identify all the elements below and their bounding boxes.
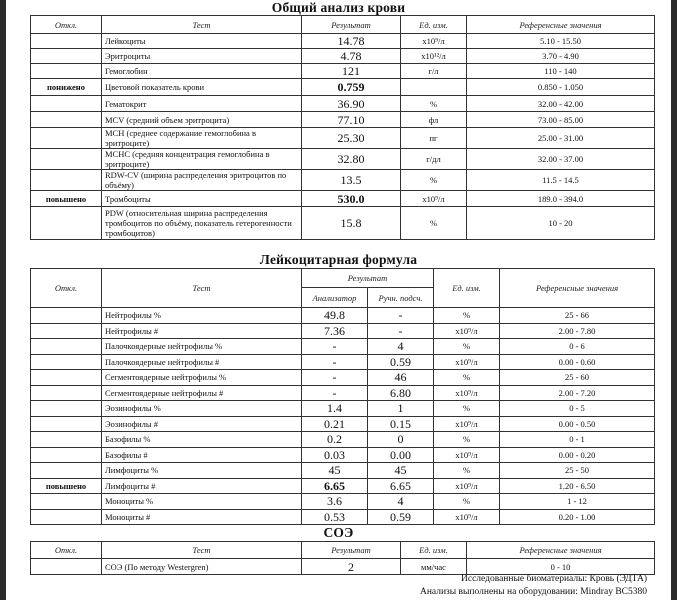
manual-result-cell: - [368, 323, 434, 339]
flag-cell [31, 96, 102, 112]
reference-cell: 0.00 - 0.20 [500, 447, 655, 463]
reference-cell: 0.00 - 0.50 [500, 416, 655, 432]
test-name-cell: Лимфоциты % [102, 463, 302, 479]
unit-cell: % [434, 339, 500, 355]
diff-col-flag-header: Откл. [31, 269, 102, 308]
analyzer-result-cell: 0.2 [302, 432, 368, 448]
table-row [31, 323, 655, 339]
reference-cell: 73.00 - 85.00 [467, 112, 655, 128]
flag-cell [31, 370, 102, 386]
analyzer-result-cell: 7.36 [302, 323, 368, 339]
col-test-header: Тест [102, 16, 302, 34]
flag-cell [31, 354, 102, 370]
table-row [31, 149, 655, 170]
table-row [31, 339, 655, 355]
analyzer-result-cell: - [302, 370, 368, 386]
reference-cell: 0 - 10 [467, 559, 655, 575]
test-name-cell: Лейкоциты [102, 34, 302, 49]
result-cell: 14.78 [302, 34, 401, 49]
test-name-cell: Палочкоядерные нейтрофилы % [102, 339, 302, 355]
unit-cell: фл [401, 112, 467, 128]
reference-cell: 0.00 - 0.60 [500, 354, 655, 370]
unit-cell: % [434, 308, 500, 324]
table-row [31, 191, 655, 207]
esr-col-result-header: Результат [302, 542, 401, 559]
test-name-cell: Сегментоядерные нейтрофилы % [102, 370, 302, 386]
reference-cell: 1.20 - 6.50 [500, 478, 655, 494]
manual-result-cell: 4 [368, 494, 434, 510]
unit-cell: x10⁹/л [434, 478, 500, 494]
result-cell: 25.30 [302, 128, 401, 149]
test-name-cell: Палочкоядерные нейтрофилы # [102, 354, 302, 370]
esr-title: СОЭ [323, 525, 354, 540]
table-row [31, 559, 655, 575]
manual-result-cell: 6.80 [368, 385, 434, 401]
reference-cell: 0.20 - 1.00 [500, 509, 655, 525]
unit-cell: % [434, 370, 500, 386]
manual-result-cell: 0.15 [368, 416, 434, 432]
analyzer-result-cell: 6.65 [302, 478, 368, 494]
unit-cell: пг [401, 128, 467, 149]
unit-cell: x10⁹/л [434, 385, 500, 401]
test-name-cell: Моноциты # [102, 509, 302, 525]
test-name-cell: Моноциты % [102, 494, 302, 510]
manual-result-cell: 0.59 [368, 354, 434, 370]
flag-cell: повышено [31, 478, 102, 494]
reference-cell: 2.00 - 7.80 [500, 323, 655, 339]
diff-title: Лейкоцитарная формула [259, 252, 418, 267]
unit-cell: x10⁹/л [434, 509, 500, 525]
manual-result-cell: 46 [368, 370, 434, 386]
reference-cell: 0 - 6 [500, 339, 655, 355]
flag-cell [31, 401, 102, 417]
flag-cell [31, 112, 102, 128]
manual-result-cell: 0.59 [368, 509, 434, 525]
test-name-cell: Лимфоциты # [102, 478, 302, 494]
flag-cell [31, 128, 102, 149]
unit-cell: x10⁹/л [434, 323, 500, 339]
diff-col-manual-header: Ручн. подсч. [368, 288, 434, 308]
reference-cell: 0.850 - 1.050 [467, 79, 655, 96]
reference-cell: 25 - 66 [500, 308, 655, 324]
test-name-cell: Гематокрит [102, 96, 302, 112]
unit-cell: % [401, 207, 467, 240]
cbc-title: Общий анализ крови [271, 0, 406, 15]
flag-cell [31, 34, 102, 49]
reference-cell: 32.00 - 42.00 [467, 96, 655, 112]
reference-cell: 0 - 1 [500, 432, 655, 448]
flag-cell [31, 559, 102, 575]
result-cell: 0.759 [302, 79, 401, 96]
manual-result-cell: 1 [368, 401, 434, 417]
test-name-cell: Эозинофилы % [102, 401, 302, 417]
flag-cell: повышено [31, 191, 102, 207]
diff-col-test-header: Тест [102, 269, 302, 308]
reference-cell: 25.00 - 31.00 [467, 128, 655, 149]
table-row [31, 494, 655, 510]
col-result-header: Результат [302, 16, 401, 34]
unit-cell: мм/час [401, 559, 467, 575]
test-name-cell: Базофилы % [102, 432, 302, 448]
esr-table [30, 541, 655, 575]
diff-col-analyzer-header: Анализатор [302, 288, 368, 308]
table-row [31, 463, 655, 479]
result-cell: 121 [302, 64, 401, 79]
flag-cell [31, 385, 102, 401]
unit-cell: x10¹²/л [401, 49, 467, 64]
table-row [31, 308, 655, 324]
test-name-cell: Нейтрофилы % [102, 308, 302, 324]
col-flag-header: Откл. [31, 16, 102, 34]
reference-cell: 189.0 - 394.0 [467, 191, 655, 207]
table-row [31, 64, 655, 79]
reference-cell: 25 - 60 [500, 370, 655, 386]
unit-cell: г/дл [401, 149, 467, 170]
test-name-cell: RDW-CV (ширина распределения эритроцитов по объёму) [102, 170, 302, 191]
unit-cell: x10⁹/л [434, 416, 500, 432]
reference-cell: 1 - 12 [500, 494, 655, 510]
reference-cell: 5.10 - 15.50 [467, 34, 655, 49]
reference-cell: 0 - 5 [500, 401, 655, 417]
analyzer-result-cell: - [302, 339, 368, 355]
test-name-cell: Гемоглобин [102, 64, 302, 79]
test-name-cell: Тромбоциты [102, 191, 302, 207]
unit-cell: x10⁹/л [401, 34, 467, 49]
analyzer-result-cell: 0.03 [302, 447, 368, 463]
flag-cell [31, 49, 102, 64]
manual-result-cell: 6.65 [368, 478, 434, 494]
analyzer-result-cell: 1.4 [302, 401, 368, 417]
col-unit-header: Ед. изм. [401, 16, 467, 34]
unit-cell: % [434, 494, 500, 510]
test-name-cell: Цветовой показатель крови [102, 79, 302, 96]
test-name-cell: MCV (средний объем эритроцита) [102, 112, 302, 128]
flag-cell [31, 207, 102, 240]
cbc-table [30, 15, 655, 240]
reference-cell: 32.00 - 37.00 [467, 149, 655, 170]
reference-cell: 2.00 - 7.20 [500, 385, 655, 401]
test-name-cell: Эритроциты [102, 49, 302, 64]
table-row [31, 432, 655, 448]
table-row [31, 128, 655, 149]
flag-cell [31, 339, 102, 355]
reference-cell: 11.5 - 14.5 [467, 170, 655, 191]
flag-cell [31, 432, 102, 448]
unit-cell: % [401, 170, 467, 191]
result-cell: 32.80 [302, 149, 401, 170]
unit-cell: x10⁹/л [434, 447, 500, 463]
table-row [31, 478, 655, 494]
col-ref-header: Референсные значения [467, 16, 655, 34]
analyzer-result-cell: 3.6 [302, 494, 368, 510]
unit-cell: % [401, 96, 467, 112]
unit-cell: г/л [401, 64, 467, 79]
test-name-cell: Нейтрофилы # [102, 323, 302, 339]
table-row [31, 509, 655, 525]
flag-cell [31, 447, 102, 463]
table-row [31, 170, 655, 191]
result-cell: 77.10 [302, 112, 401, 128]
table-row [31, 34, 655, 49]
flag-cell [31, 170, 102, 191]
flag-cell [31, 463, 102, 479]
table-row [31, 112, 655, 128]
unit-cell: x10⁹/л [401, 191, 467, 207]
result-cell: 15.8 [302, 207, 401, 240]
diff-table [30, 268, 655, 525]
diff-col-unit-header: Ед. изм. [434, 269, 500, 308]
flag-cell [31, 416, 102, 432]
esr-col-ref-header: Референсные значения [467, 542, 655, 559]
manual-result-cell: 0.00 [368, 447, 434, 463]
table-row [31, 416, 655, 432]
reference-cell: 3.70 - 4.90 [467, 49, 655, 64]
test-name-cell: Эозинофилы # [102, 416, 302, 432]
flag-cell [31, 509, 102, 525]
unit-cell: % [434, 401, 500, 417]
analyzer-result-cell: 49.8 [302, 308, 368, 324]
result-cell: 2 [302, 559, 401, 575]
manual-result-cell: - [368, 308, 434, 324]
test-name-cell: Базофилы # [102, 447, 302, 463]
table-row [31, 385, 655, 401]
reference-cell: 25 - 50 [500, 463, 655, 479]
reference-cell: 110 - 140 [467, 64, 655, 79]
test-name-cell: MCH (среднее содержание гемоглобина в эритроците) [102, 128, 302, 149]
table-row [31, 96, 655, 112]
reference-cell: 10 - 20 [467, 207, 655, 240]
analyzer-result-cell: - [302, 385, 368, 401]
manual-result-cell: 0 [368, 432, 434, 448]
flag-cell [31, 494, 102, 510]
footer-material: Исследованные биоматериалы: Кровь (ЭДТА) [461, 574, 647, 584]
analyzer-result-cell: - [302, 354, 368, 370]
manual-result-cell: 4 [368, 339, 434, 355]
result-cell: 530.0 [302, 191, 401, 207]
flag-cell [31, 64, 102, 79]
unit-cell: x10⁹/л [434, 354, 500, 370]
test-name-cell: Сегментоядерные нейтрофилы # [102, 385, 302, 401]
result-cell: 36.90 [302, 96, 401, 112]
diff-col-ref-header: Референсные значения [500, 269, 655, 308]
table-row [31, 401, 655, 417]
flag-cell [31, 323, 102, 339]
table-row [31, 370, 655, 386]
flag-cell: понижено [31, 79, 102, 96]
analyzer-result-cell: 0.53 [302, 509, 368, 525]
result-cell: 13.5 [302, 170, 401, 191]
esr-col-unit-header: Ед. изм. [401, 542, 467, 559]
analyzer-result-cell: 45 [302, 463, 368, 479]
table-row [31, 49, 655, 64]
test-name-cell: СОЭ (По методу Westergren) [102, 559, 302, 575]
diff-col-result-header: Результат [302, 269, 434, 288]
result-cell: 4.78 [302, 49, 401, 64]
flag-cell [31, 308, 102, 324]
flag-cell [31, 149, 102, 170]
table-row [31, 207, 655, 240]
esr-col-flag-header: Откл. [31, 542, 102, 559]
unit-cell: % [434, 432, 500, 448]
table-row [31, 79, 655, 96]
test-name-cell: PDW (относительная ширина распределения тромбоцитов по объёму, показатель гетерогенности тромбоцитов) [102, 207, 302, 240]
table-row [31, 354, 655, 370]
footer-equipment: Анализы выполнены на оборудовании: Mindray BC5380 [419, 587, 647, 597]
unit-cell [401, 79, 467, 96]
manual-result-cell: 45 [368, 463, 434, 479]
test-name-cell: MCHC (средняя концентрация гемоглобина в эритроците) [102, 149, 302, 170]
analyzer-result-cell: 0.21 [302, 416, 368, 432]
esr-col-test-header: Тест [102, 542, 302, 559]
unit-cell: % [434, 463, 500, 479]
table-row [31, 447, 655, 463]
